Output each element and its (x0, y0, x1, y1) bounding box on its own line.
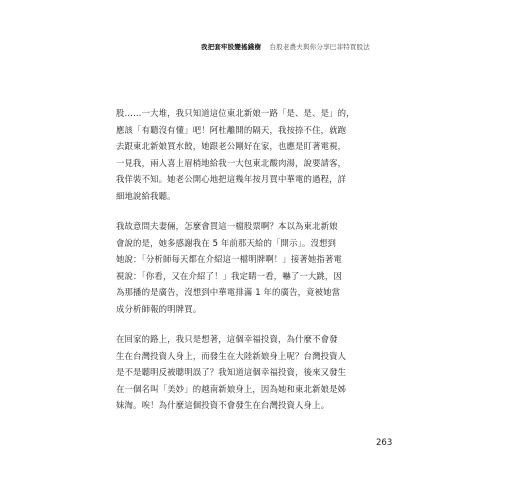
text-line: 股……一大堆，我只知道這位東北新娘一路「是、是、是」的， (116, 108, 355, 118)
text-line: 成分析師報的明牌買。 (116, 303, 202, 314)
paragraph (116, 331, 401, 414)
page-body (116, 105, 401, 428)
text-line: 是不是聽明反被聰明誤了？我知道這個幸福投資，後來又發生 (116, 367, 347, 377)
page-number: 263 (376, 438, 393, 448)
running-header (201, 42, 370, 51)
text-line: 妹淘。唉！為什麼這個投資不會發生在台灣投資人身上。 (116, 400, 330, 410)
text-line: 在回家的路上，我只是想著，這個幸福投資，為什麼不會發 (116, 334, 338, 344)
text-line: 她說：「分析師每天都在介紹這一檔明牌啊！」接著她指著電 (116, 254, 342, 264)
chapter-title: 台股老農夫與你分享巴菲特買股法 (269, 43, 370, 51)
text-line: 應該「有聽沒有懂」吧！阿杜離開的隔天，我按捺不住，就跑 (116, 124, 347, 135)
paragraph (116, 105, 401, 204)
text-line: 生在台灣投資人身上，而發生在大陸新娘身上呢？台灣投資人 (116, 350, 347, 361)
text-line: 為那播的是廣告，沒想到中華電排滿 1 年的廣告，竟被她當 (116, 287, 341, 297)
text-line: 在一個名叫「美妙」的越南新娘身上，因為她和東北新娘是姊 (116, 383, 347, 394)
paragraph (116, 218, 401, 317)
text-line: 會說的是，她多感謝我在 5 年前那天給的「開示」。沒想到 (116, 237, 337, 248)
text-line: 我故意問夫妻倆，怎麼會買這一檔股票啊？本以為東北新娘 (116, 221, 338, 231)
text-line: 去跟東北新娘買水餃，她跟老公剛好在家，也應是盯著電視， (116, 141, 347, 151)
text-line: 一見我，兩人喜上眉梢地給我一大包東北酸肉湯，說要請客， (116, 157, 347, 168)
text-line: 細地說給我聽。 (116, 190, 176, 201)
text-line: 視說：「你看，又在介紹了！」我定睛一看，嚇了一大跳，因 (116, 270, 342, 281)
book-title: 我把套牢股變搖錢樹 (200, 43, 262, 51)
text-line: 我佯裝不知。她老公開心地把這幾年按月買中華電的過程，詳 (116, 174, 347, 184)
